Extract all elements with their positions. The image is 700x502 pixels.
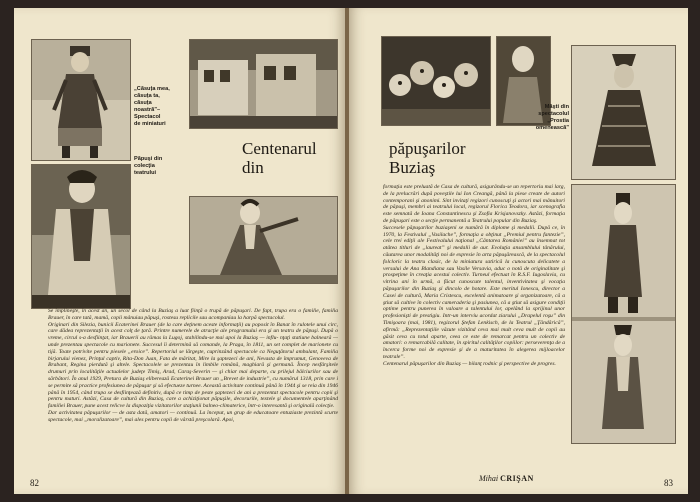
queen-puppet-image — [572, 46, 675, 179]
article-title-right: păpuşarilor Buziaş — [389, 139, 466, 177]
masks-photo — [381, 36, 491, 126]
dancer-puppet-image — [190, 197, 337, 283]
puppet-photo-lower-left — [31, 164, 131, 309]
right-page — [349, 8, 688, 494]
left-page — [14, 8, 345, 494]
puppet-figure-image — [32, 40, 130, 160]
article-title-left: Centenarul din — [242, 139, 317, 177]
caption-masks: Măşti din spectacolul „Prostia omenească” — [535, 104, 569, 131]
puppet-photo-top-left — [31, 39, 131, 161]
author-surname: CRIŞAN — [500, 474, 534, 483]
house-show-photo — [189, 39, 338, 129]
puppet-photo-top-right — [571, 45, 676, 180]
caption-house-show: „Căsuța mea, căsuța ta, căsuța noastră”– Spectacol de miniaturi — [134, 86, 170, 127]
right-body-text: formaţia este preluată de Casa de cultură, asigurându-se un repertoriu mai larg, de la prelucrări după poveştile lui Ion Creangă, până la piese create de autori contemporani şi anonimi. Sint invitaţi regizori cunoscuţi şi actori mai mânuitori de păpuşi, membri ai teatrului local, regizorul Florica Teodora, iar scenografia este semnată de Ioana Constantinescu şi Zsofia Krisjanovszky. Astăzi, formaţia de păpuşari este o secţie permanentă a Teatrului popular din Buziaş. Succesele păpuşarilor buziaşeni se numără în diplome şi medalii. După ce, în 1970, la Festivalul „Vasilache”, formaţia a obţinut „Premiul pentru fantezie”, cele trei ediţii ale Festivalului naţional „Cântarea României” au însemnat tot atâtea titluri de „laureat” şi medalii de aur. Evoluţia ansamblului tânărului, căutarea unor modalităţi noi de expresie în arta păpuşărească, de la spectacolul folcloric la teatru clasic, de la miniatura satirică la cunoscuta delicatete a versului de Ana Blandiana sau Vasile Versavia, aduc o notă de originalitate şi prospeţime în creaţia acestui colectiv. Turneul efectuat în R.S.F. Iugoslavia, cu vitrina ani în urmă, a făcut cunoscute talentul, inventivitatea şi vocaţia păpuşarilor din Buziaş şi dincolo de hotare. Este meritul Ionescu, director a Casei de cultură, Maria Cristescu, excelentă animatoare şi organizatoare, că a ştiut să cultive în colectiv cameraderia şi pasiunea, că a ştiut să asigure condiţii optime pentru punerea în valoare a talentului lor, apelând la sprijinul unor profesionişti de prestigiu. Intr-un interviu acordat ziarului „Drapelul roşu” din Timişoara (mai, 1981), regizorul Ştefan Lenkisch, de la Teatrul „Ţăndărică”, afirmă: „Reprezentaţiile văzute vizitând ceva mai mult ceva mult de copii au găsit ceva cu totul aparte, ceea ce este de remarcat pentru un colectiv de amatori: o remarcabilă calitate, în spiritul calităţilor copiilor: perseverenţa de a încerca forme noi de expresie şi de a maturitatea în alegerea mijloacelor teatrale”. Centenarul păpuşarilor din Buziaş — bilanţ rodnic şi perspective de progres. — [383, 184, 565, 367]
puppet-in-cape-image — [32, 165, 130, 308]
miniature-house-image — [190, 40, 337, 128]
author-first-name: Mihai — [479, 474, 499, 483]
page-number-left: 82 — [30, 478, 39, 488]
masks-image — [382, 37, 490, 125]
page-number-right: 83 — [664, 478, 673, 488]
two-puppets-image — [572, 185, 675, 443]
puppet-photo-dancer — [189, 196, 338, 284]
caption-puppet-collection: Păpuşi din colecţia teatrului — [134, 156, 163, 176]
author-signature — [479, 474, 534, 483]
puppet-photo-bottom-right — [571, 184, 676, 444]
left-body-text: Se împlineşte, în acest an, un secol de când la Buziaş a luat fiinţă o trupă de păpuşari. De fapt, trupa era o familie, familia Brauer, în care tată, mamă, copii mânuiau păpuşi, rostesu replicile sau acompaniau la harpă spectacolul. Originari din Silezia, bunicii Ecaterinei Brauer (de la care deţinem aceste informaţii) au poposit în Banat în rulotele unui circ, care dădea reprezentaţii în acest colţ de ţară. Printre numerele de atracţie ale programului era şi un teatru de păpuşi. După o vreme, circul s-a desfiinţat, iar Brauerii au rămas la Lugoj, stabilindu-se mai apoi la Buziaş — influ- nţaţi statiune balneară — unde prezentau spectacole cu marionete. Succesul îi determină să comande, la Praga, în 1811, un set complet de marionete cu tijă. Toate potrivite pentru piesele „eroice”. Repertoriul se lărgeşte, cuprinzând spectacole ca Neguţătorul ambulant, Familia birjarului vienez, Prinţul captiv, Rita-Don Juan, Fata de măritat, Mire la şaptezeci de ani, Nevasta de împrumut, Genoveva de Brabant, Regina pierdută şi altele. Spectacolele se prezentau în limbile română, maghiară şi germană. Încep nesfârşitele drumuri prin localităţile actualelor judeţe Timiş, Arad, Caraş-Severin — şi chiar mai departe, cu prilejul bâlciurilor sau de sărbători. În anul 1929, Pretura de Buziaş eliberează Ecaterinei Brauer un „Brevet de industrie”, cu numărul 1318, prin care i se permite să practice profesiunea de păpuşar şi să efectueze turnee. Această activitate continuă până în 1944 şi se reia din 1946 până în 1954, când trupa se desfiinţează definitiv, după ce timp de peste şaptezeci de ani a prezentat spectacole pentru copii şi pentru maturi. Astăzi, Casa de cultură din Buziaş, care a achiziţionat păpuşile, decorurile, textele şi documentele aparţinând familiei Brauer, pune acest relicve la dispoziţia vizitatorilor staţiunii balneo-climaterice, într-o interesantă şi originală colecţie. Dar activitatea păpuşarilor — de asta dată, amatori — continuă. La început, un grup de educatoare entuziaste prezintă scurte spectacole, mai „moralizatoare”, mai ales pentru copii de vârstă preşcolară. Apoi, — [48, 308, 338, 423]
